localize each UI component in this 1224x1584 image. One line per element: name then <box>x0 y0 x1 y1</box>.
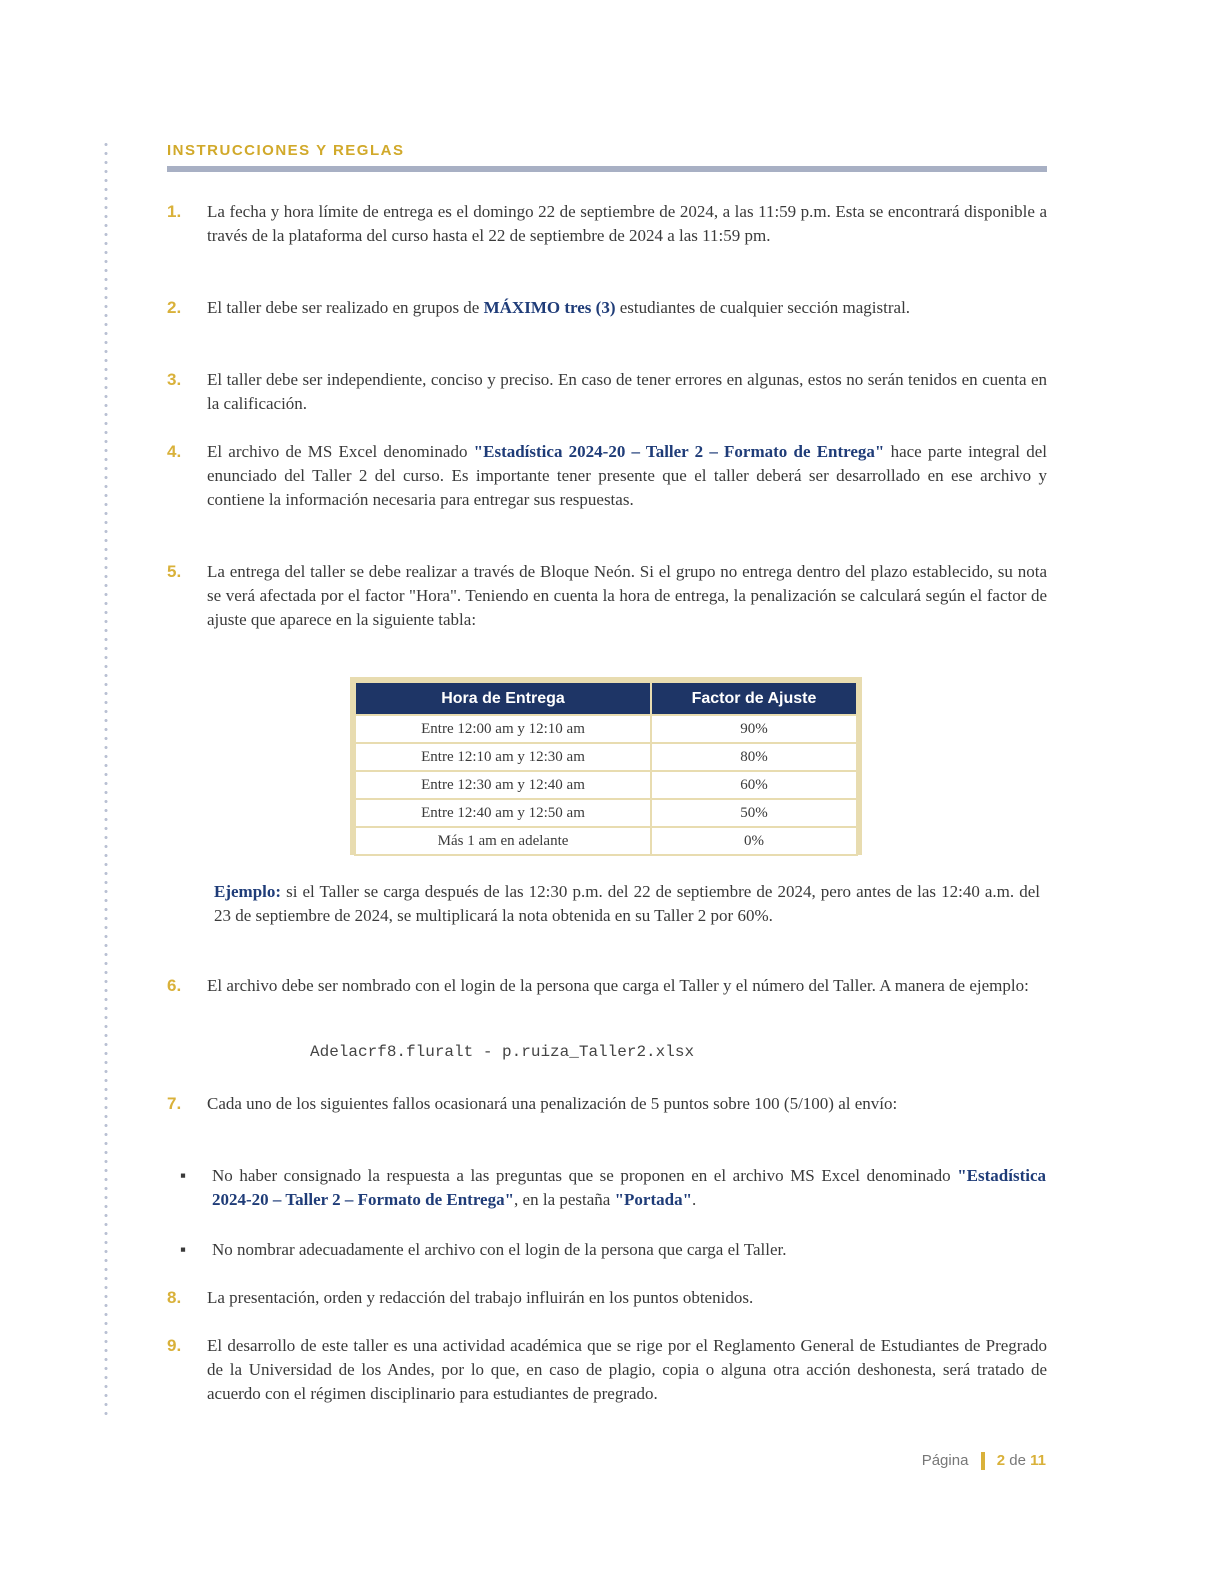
item-text: El taller debe ser independiente, conciso y preciso. En caso de tener errores en algunas, estos no serán tenidos en cuenta en la calificación. <box>207 370 1047 413</box>
page-label: Página <box>921 1452 969 1469</box>
table-cell: 50% <box>651 799 857 827</box>
title-divider <box>167 166 1047 172</box>
list-item-3 <box>167 368 1047 416</box>
footer-separator <box>981 1452 985 1470</box>
table-cell: 0% <box>651 827 857 855</box>
list-item-8 <box>167 1286 1047 1310</box>
of-label: de <box>1009 1452 1026 1469</box>
item-text: El archivo de MS Excel denominado "Estadística 2024-20 – Taller 2 – Formato de Entrega" hace parte integral del enunciado del Taller 2 del curso. Es importante tener presente que el taller deberá ser desarrollado en ese archivo y contiene la información necesaria para entregar sus respuestas. <box>207 442 1047 509</box>
list-item-5 <box>167 560 1047 632</box>
table-row <box>355 827 857 855</box>
item-text: La presentación, orden y redacción del trabajo influirán en los puntos obtenidos. <box>207 1288 754 1307</box>
highlighted-text: MÁXIMO tres (3) <box>483 298 616 317</box>
list-item-6 <box>167 974 1047 998</box>
item-number: 4. <box>167 442 182 461</box>
item-text: El archivo debe ser nombrado con el login de la persona que carga el Taller y el número del Taller. A manera de ejemplo: <box>207 976 1029 995</box>
table-cell: 90% <box>651 715 857 743</box>
item-text: El taller debe ser realizado en grupos de MÁXIMO tres (3) estudiantes de cualquier sección magistral. <box>207 298 911 317</box>
margin-dotted-line <box>103 140 109 1420</box>
example-filename: Adelacrf8.fluralt - p.ruiza_Taller2.xlsx <box>310 1043 695 1061</box>
example-paragraph: Ejemplo: si el Taller se carga después de las 12:30 p.m. del 22 de septiembre de 2024, pero antes de las 12:40 a.m. del 23 de septiembre de 2024, se multiplicará la nota obtenida en su Taller 2 por 60%. <box>214 882 1040 925</box>
highlighted-text: "Estadística 2024-20 – Taller 2 – Formato de Entrega" <box>473 442 885 461</box>
table-row <box>355 715 857 743</box>
table-cell: Entre 12:30 am y 12:40 am <box>355 771 651 799</box>
example-label: Ejemplo: <box>214 882 282 901</box>
item-number: 1. <box>167 202 182 221</box>
item-number: 2. <box>167 298 182 317</box>
table-cell: 80% <box>651 743 857 771</box>
list-item-4 <box>167 440 1047 512</box>
table-cell: Entre 12:00 am y 12:10 am <box>355 715 651 743</box>
item-number: 5. <box>167 562 182 581</box>
page-title: INSTRUCCIONES Y REGLAS <box>167 142 405 159</box>
list-item-2 <box>167 296 1047 320</box>
item-text: Cada uno de los siguientes fallos ocasionará una penalización de 5 puntos sobre 100 (5/100) al envío: <box>207 1094 898 1113</box>
page-number: 2 <box>996 1452 1006 1469</box>
table-row <box>355 771 857 799</box>
delivery-penalty-table <box>350 677 862 855</box>
item-text: La fecha y hora límite de entrega es el domingo 22 de septiembre de 2024, a las 11:59 p.m. Esta se encontrará disponible a través de la plataforma del curso hasta el 22 de septiembre de 2024 a las 11:59 pm. <box>207 202 1047 245</box>
table-row <box>355 799 857 827</box>
item-number: 3. <box>167 370 182 389</box>
column-header: Hora de Entrega <box>355 682 651 715</box>
bullet-text: No nombrar adecuadamente el archivo con el login de la persona que carga el Taller. <box>212 1240 787 1259</box>
table-cell: 60% <box>651 771 857 799</box>
list-item-1 <box>167 200 1047 248</box>
table-cell: Entre 12:40 am y 12:50 am <box>355 799 651 827</box>
table-header-row <box>355 682 857 715</box>
table-row <box>355 743 857 771</box>
list-item-9 <box>167 1334 1047 1406</box>
highlighted-text: "Portada" <box>614 1190 693 1209</box>
list-item-7 <box>167 1092 1047 1116</box>
item-number: 7. <box>167 1094 182 1113</box>
column-header: Factor de Ajuste <box>651 682 857 715</box>
table-cell: Entre 12:10 am y 12:30 am <box>355 743 651 771</box>
bullet-icon: ▪ <box>180 1166 187 1185</box>
bullet-text: No haber consignado la respuesta a las preguntas que se proponen en el archivo MS Excel denominado "Estadística 2024-20 – Taller 2 – Formato de Entrega", en la pestaña "Portada". <box>212 1166 1046 1209</box>
item-text: La entrega del taller se debe realizar a través de Bloque Neón. Si el grupo no entrega dentro del plazo establecido, su nota se verá afectada por el factor "Hora". Teniendo en cuenta la hora de entrega, la penalización se calculará según el factor de ajuste que aparece en la siguiente tabla: <box>207 562 1047 629</box>
highlighted-text: "Estadística 2024-20 – Taller 2 – Formato de Entrega" <box>212 1166 1046 1209</box>
bullet-icon: ▪ <box>180 1240 187 1259</box>
item-number: 6. <box>167 976 182 995</box>
table-cell: Más 1 am en adelante <box>355 827 651 855</box>
page-total: 11 <box>1030 1452 1046 1469</box>
item-number: 8. <box>167 1288 182 1307</box>
bullet-item-2 <box>180 1238 1046 1262</box>
page-footer <box>922 1452 1046 1470</box>
item-text: El desarrollo de este taller es una actividad académica que se rige por el Reglamento General de Estudiantes de Pregrado de la Universidad de los Andes, por lo que, en caso de plagio, copia o alguna otra acción deshonesta, será tratado de acuerdo con el régimen disciplinario para estudiantes de pregrado. <box>207 1336 1047 1403</box>
item-number: 9. <box>167 1336 182 1355</box>
bullet-item-1 <box>180 1164 1046 1212</box>
